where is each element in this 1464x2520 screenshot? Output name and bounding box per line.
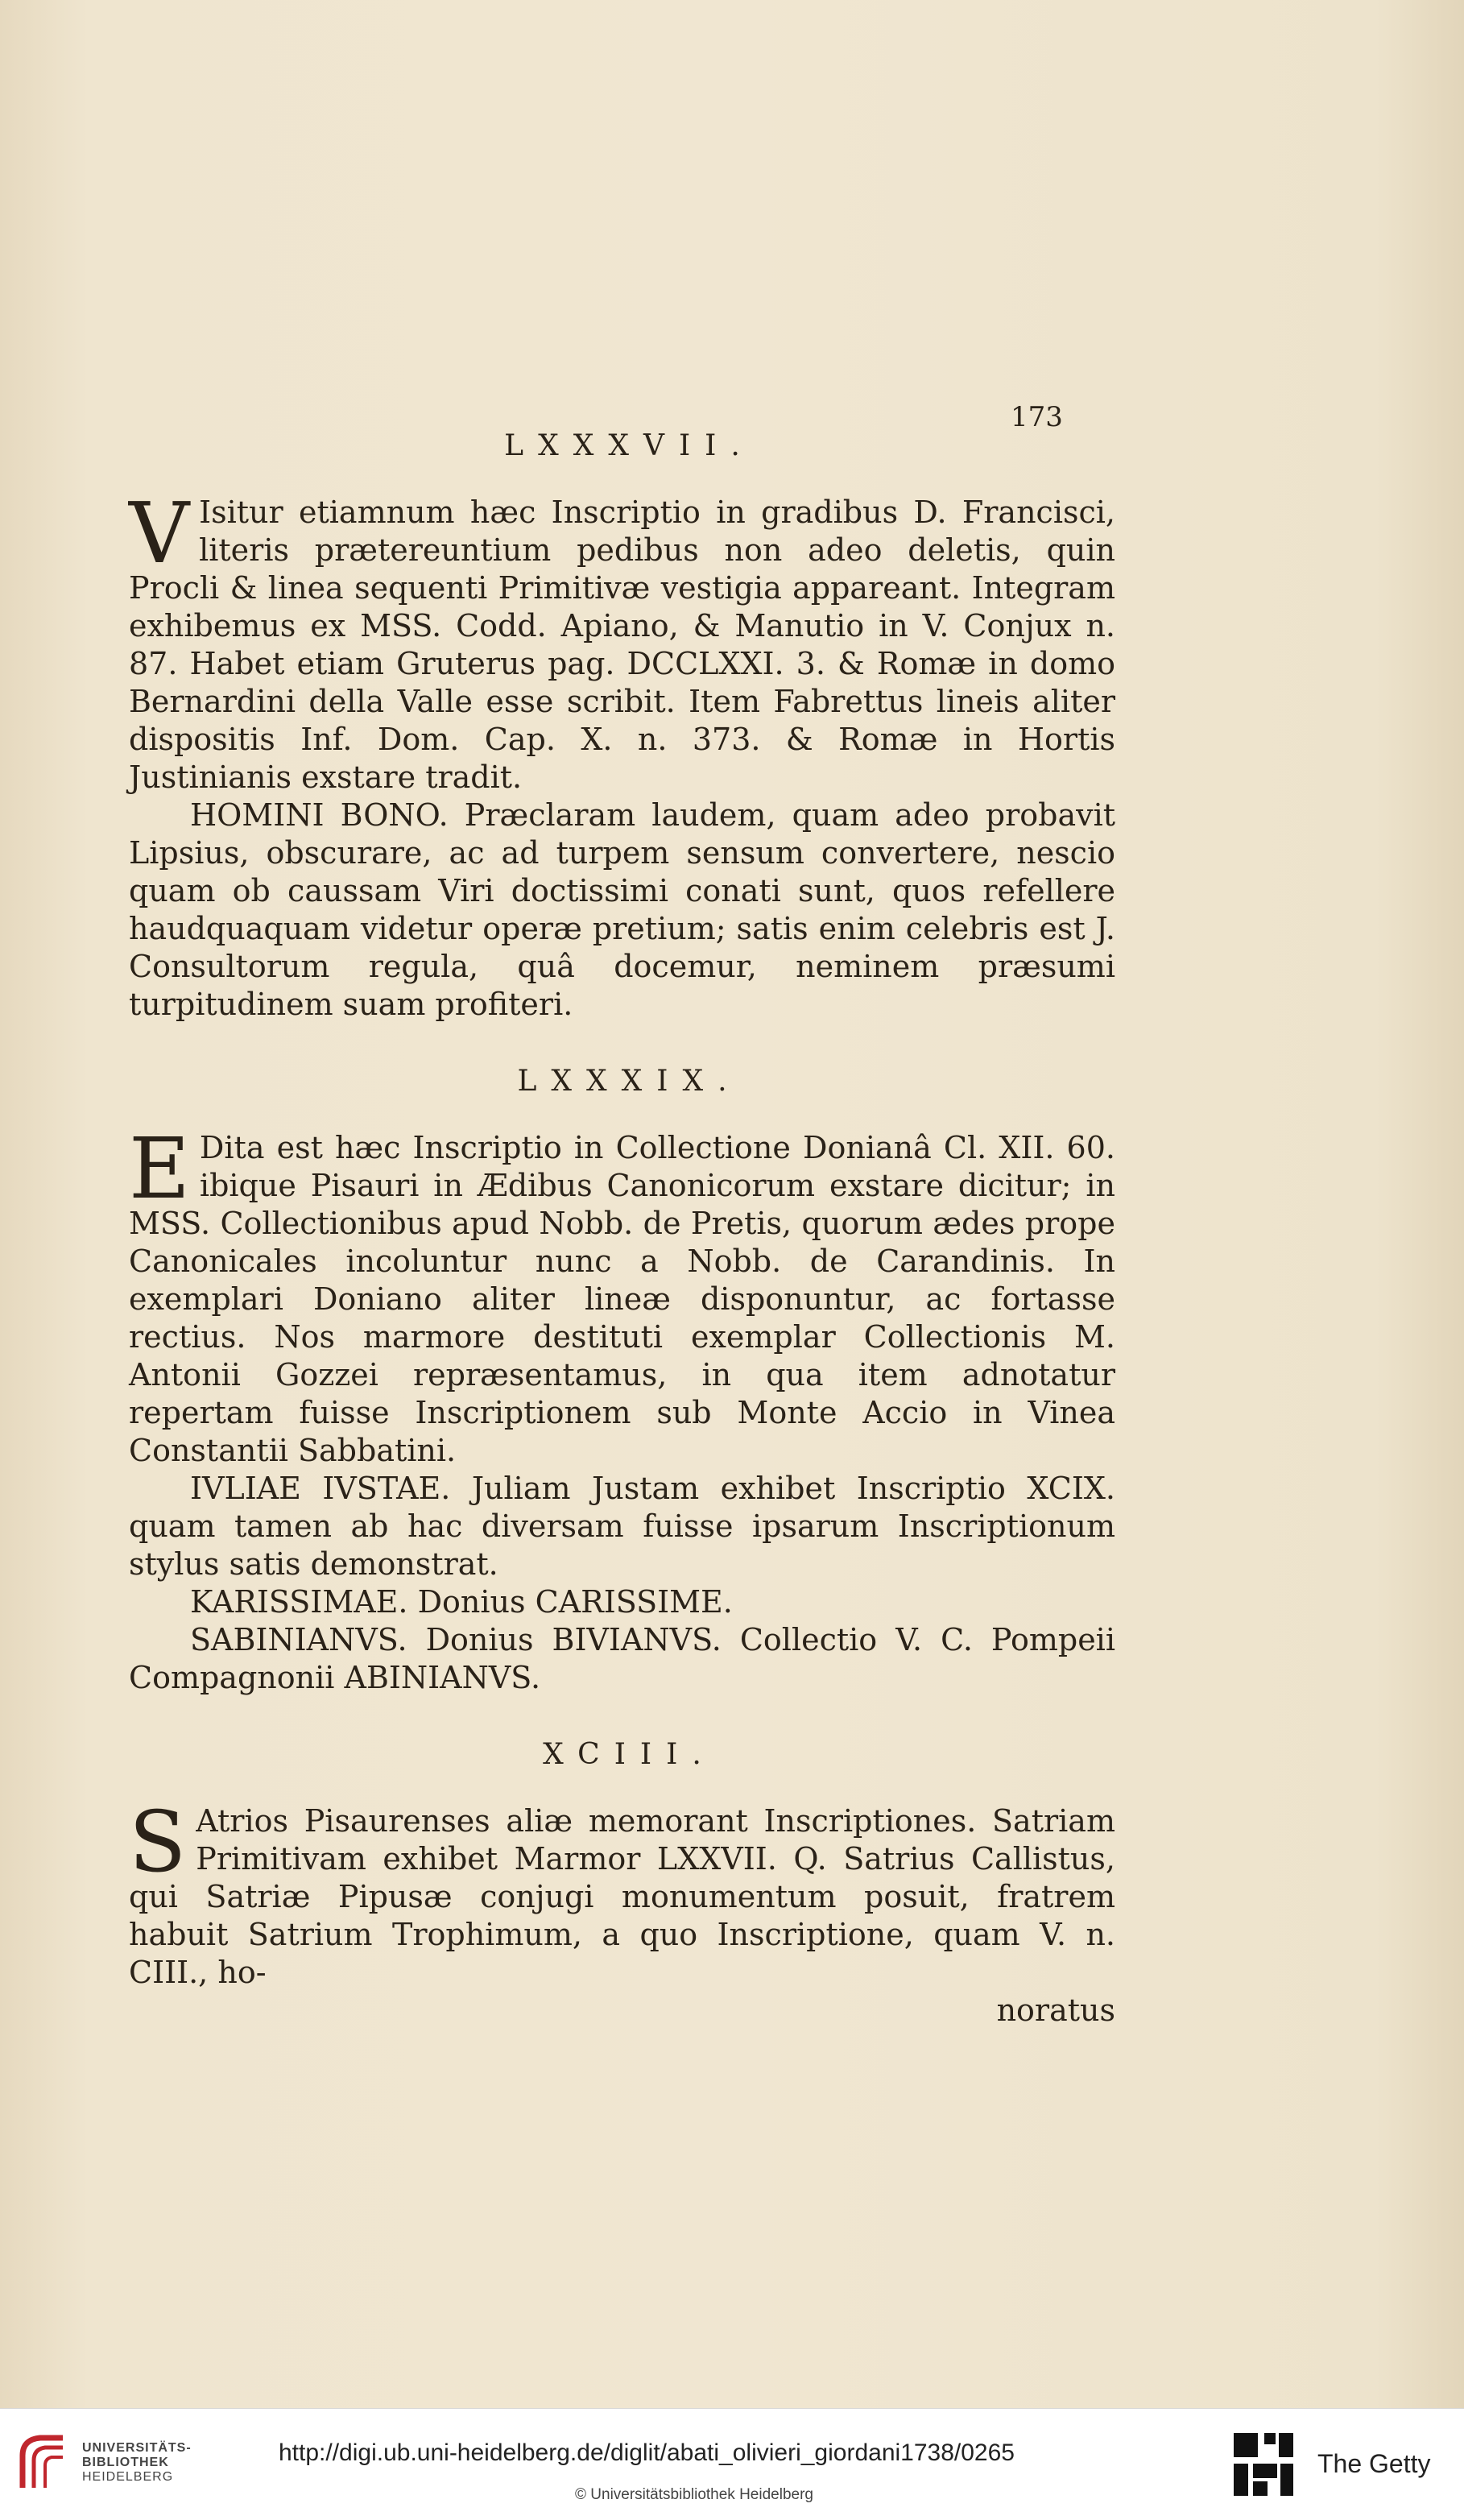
copyright-notice: © Universitätsbibliothek Heidelberg bbox=[575, 2486, 813, 2503]
paragraph bbox=[129, 1793, 1115, 1992]
paragraph: KARISSIMAE. Donius CARISSIME. bbox=[190, 1584, 733, 1620]
page-number: 173 bbox=[1011, 401, 1063, 433]
section-heading-xciii: XCIII. bbox=[543, 1738, 716, 1771]
drop-capital: E bbox=[129, 1119, 190, 1218]
drop-capital: S bbox=[129, 1793, 187, 1891]
getty-logo-icon bbox=[1230, 2430, 1297, 2501]
paragraph-text: Atrios Pisaurenses aliæ memorant Inscriptiones. Satriam Primitivam exhibet Marmor LXXVII. Q. Satrius Callistus, qui Satriæ Pipusæ conjugi monumentum posuit, fratrem habuit Satrium Trophimum, a quo Inscriptione, quam V. n. CIII., ho- bbox=[129, 1803, 1115, 1990]
partner-name: The Getty bbox=[1317, 2449, 1431, 2478]
catchword: noratus bbox=[996, 1992, 1115, 2028]
permalink-url[interactable]: http://digi.ub.uni-heidelberg.de/diglit/abati_olivieri_giordani1738/0265 bbox=[279, 2439, 1015, 2466]
section-heading-lxxxvii: LXXXVII. bbox=[504, 429, 755, 462]
paragraph: IVLIAE IVSTAE. Juliam Justam exhibet Inscriptio XCIX. quam tamen ab hac diversam fuisse ipsarum Inscriptionum stylus satis demonstrat. bbox=[129, 1471, 1115, 1582]
library-name: UNIVERSITÄTS- BIBLIOTHEK HEIDELBERG bbox=[82, 2441, 192, 2484]
paragraph bbox=[129, 484, 1115, 797]
section-heading-lxxxix: LXXXIX. bbox=[517, 1065, 742, 1098]
paragraph-text: Isitur etiamnum hæc Inscriptio in gradibus D. Francisci, literis prætereuntium pedibus non adeo deletis, quin Procli & linea sequenti Primitivæ vestigia appareant. Integram exhibemus ex MSS. Codd. Apiano, & Manutio in V. Conjux n. 87. Habet etiam Gruterus pag. DCCLXXI. 3. & Romæ in domo Bernardini della Valle esse scribit. Item Fabrettus lineis aliter dispositis Inf. Dom. Cap. X. n. 373. & Romæ in Hortis Justinianis exstare tradit. bbox=[129, 494, 1115, 795]
heidelberg-library-logo-icon bbox=[16, 2431, 69, 2496]
paragraph: HOMINI BONO. Præclaram laudem, quam adeo probavit Lipsius, obscurare, ac ad turpem sensum convertere, nescio quam ob caussam Viri doctissimi conati sunt, quos refellere haudquaquam videtur operæ pretium; satis enim celebris est J. Consultorum regula, quâ docemur, neminem præsumi turpitudinem suam profiteri. bbox=[129, 797, 1115, 1022]
viewer-footer bbox=[0, 2408, 1464, 2520]
paragraph-text: Dita est hæc Inscriptio in Collectione Donianâ Cl. XII. 60. ibique Pisauri in Ædibus Canonicorum exstare dicitur; in MSS. Collectionibus apud Nobb. de Pretis, quorum ædes prope Canonicales incoluntur nunc a Nobb. de Carandinis. In exemplari Doniano aliter lineæ disponuntur, ac fortasse rectius. Nos marmore destituti exemplar Collectionis M. Antonii Gozzei repræsentamus, in qua item adnotatur repertam fuisse Inscriptionem sub Monte Accio in Vinea Constantii Sabbatini. bbox=[129, 1130, 1115, 1468]
drop-capital: V bbox=[129, 484, 190, 582]
paragraph: SABINIANVS. Donius BIVIANVS. Collectio V. C. Pompeii Compagnonii ABINIANVS. bbox=[129, 1622, 1115, 1695]
paragraph bbox=[129, 1119, 1115, 1470]
page-content bbox=[129, 395, 1115, 2030]
